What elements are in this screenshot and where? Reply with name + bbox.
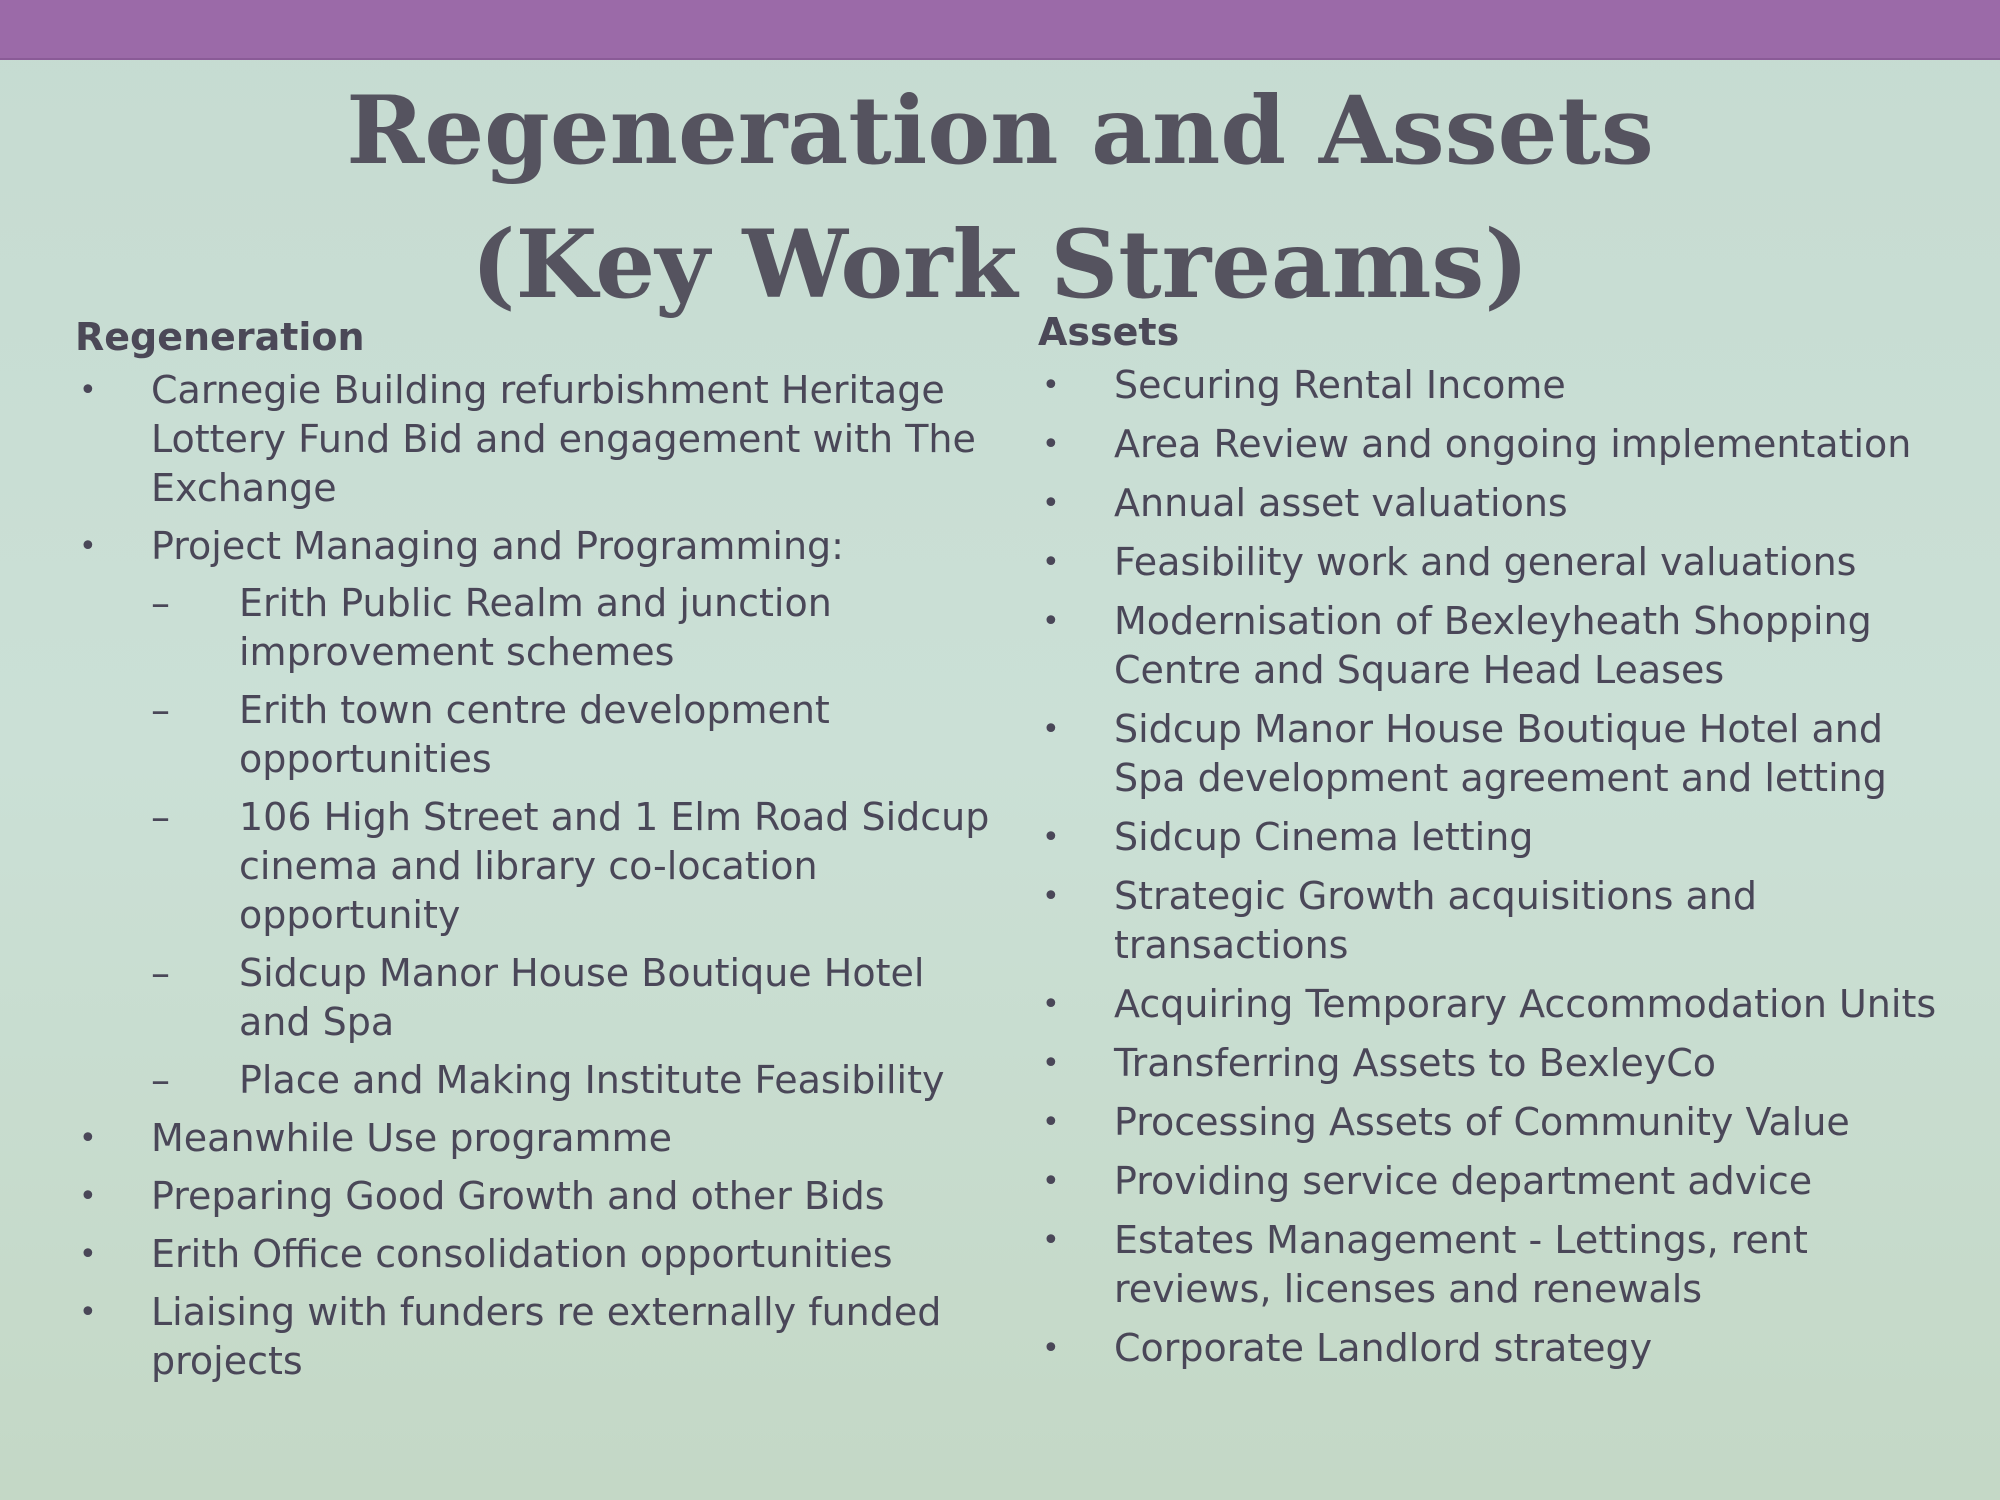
slide-title — [0, 64, 2000, 332]
sub-list — [151, 579, 1005, 1105]
assets-column — [1038, 305, 1958, 1383]
list-item — [1038, 980, 1958, 1029]
sub-list-item-text: Place and Making Institute Feasibility — [239, 1058, 945, 1102]
bullet-icon: • — [1042, 712, 1060, 747]
sub-list-item-text: 106 High Street and 1 Elm Road Sidcup cinema and library co-location opportunity — [239, 795, 990, 937]
list-item-text: Liaising with funders re externally funded projects — [151, 1290, 942, 1383]
bullet-icon: • — [79, 1295, 97, 1330]
list-item — [1038, 1216, 1958, 1314]
bullet-icon: • — [1042, 604, 1060, 639]
list-item-text: Acquiring Temporary Accommodation Units — [1114, 982, 1937, 1026]
dash-icon: – — [151, 1058, 170, 1102]
list-item-text: Strategic Growth acquisitions and transactions — [1114, 874, 1757, 967]
dash-icon: – — [151, 581, 170, 625]
bullet-icon: • — [1042, 987, 1060, 1022]
list-item-text: Project Managing and Programming: — [151, 524, 844, 568]
bullet-icon: • — [1042, 1164, 1060, 1199]
list-item — [1038, 705, 1958, 803]
bullet-icon: • — [1042, 486, 1060, 521]
bullet-icon: • — [1042, 427, 1060, 462]
list-item — [75, 1230, 1005, 1279]
list-item-text: Sidcup Cinema letting — [1114, 815, 1534, 859]
list-item-text: Area Review and ongoing implementation — [1114, 422, 1912, 466]
sub-list-item — [151, 793, 1005, 940]
bullet-icon: • — [1042, 1046, 1060, 1081]
list-item — [1038, 1098, 1958, 1147]
bullet-icon: • — [79, 529, 97, 564]
list-item-text: Corporate Landlord strategy — [1114, 1326, 1653, 1370]
list-item-text: Erith Office consolidation opportunities — [151, 1232, 893, 1276]
bullet-icon: • — [1042, 1223, 1060, 1258]
list-item-text: Preparing Good Growth and other Bids — [151, 1174, 885, 1218]
list-item-text: Carnegie Building refurbishment Heritage Lottery Fund Bid and engagement with The Exchange — [151, 368, 976, 510]
dash-icon: – — [151, 795, 170, 839]
list-item — [1038, 538, 1958, 587]
bullet-icon: • — [79, 1237, 97, 1272]
bullet-icon: • — [1042, 820, 1060, 855]
list-item — [1038, 1039, 1958, 1088]
list-item-text: Securing Rental Income — [1114, 363, 1566, 407]
bullet-icon: • — [1042, 545, 1060, 580]
list-item-text: Feasibility work and general valuations — [1114, 540, 1857, 584]
list-item-text: Annual asset valuations — [1114, 481, 1568, 525]
bullet-icon: • — [1042, 1331, 1060, 1366]
list-item — [75, 1114, 1005, 1163]
list-item — [1038, 479, 1958, 528]
list-item — [75, 1288, 1005, 1386]
bullet-icon: • — [1042, 879, 1060, 914]
bullet-icon: • — [79, 1179, 97, 1214]
list-item-text: Meanwhile Use programme — [151, 1116, 672, 1160]
list-item-text: Providing service department advice — [1114, 1159, 1813, 1203]
list-item-text: Sidcup Manor House Boutique Hotel and Spa development agreement and letting — [1114, 707, 1887, 800]
list-item — [1038, 420, 1958, 469]
list-item — [75, 366, 1005, 513]
list-item — [75, 522, 1005, 1105]
assets-list — [1038, 361, 1958, 1373]
regeneration-list — [75, 366, 1005, 1386]
dash-icon: – — [151, 688, 170, 732]
list-item — [1038, 872, 1958, 970]
list-item — [75, 1172, 1005, 1221]
regeneration-heading: Regeneration — [75, 315, 365, 359]
bullet-icon: • — [79, 1121, 97, 1156]
sub-list-item-text: Erith Public Realm and junction improvement schemes — [239, 581, 832, 674]
list-item — [1038, 1324, 1958, 1373]
title-line-1: Regeneration and Assets — [346, 76, 1654, 186]
sub-list-item — [151, 686, 1005, 784]
sub-list-item — [151, 949, 1005, 1047]
bullet-icon: • — [1042, 368, 1060, 403]
list-item-text: Processing Assets of Community Value — [1114, 1100, 1850, 1144]
list-item-text: Transferring Assets to BexleyCo — [1114, 1041, 1717, 1085]
list-item — [1038, 597, 1958, 695]
sub-list-item — [151, 579, 1005, 677]
sub-list-item-text: Sidcup Manor House Boutique Hotel and Spa — [239, 951, 925, 1044]
dash-icon: – — [151, 951, 170, 995]
sub-list-item — [151, 1056, 1005, 1105]
regeneration-column — [75, 310, 1005, 1395]
title-line-2: (Key Work Streams) — [471, 210, 1529, 320]
list-item-text: Modernisation of Bexleyheath Shopping Centre and Square Head Leases — [1114, 599, 1872, 692]
top-color-band — [0, 0, 2000, 60]
list-item — [1038, 361, 1958, 410]
assets-heading: Assets — [1038, 310, 1180, 354]
sub-list-item-text: Erith town centre development opportunities — [239, 688, 830, 781]
list-item-text: Estates Management - Lettings, rent reviews, licenses and renewals — [1114, 1218, 1808, 1311]
list-item — [1038, 813, 1958, 862]
bullet-icon: • — [79, 373, 97, 408]
bullet-icon: • — [1042, 1105, 1060, 1140]
list-item — [1038, 1157, 1958, 1206]
